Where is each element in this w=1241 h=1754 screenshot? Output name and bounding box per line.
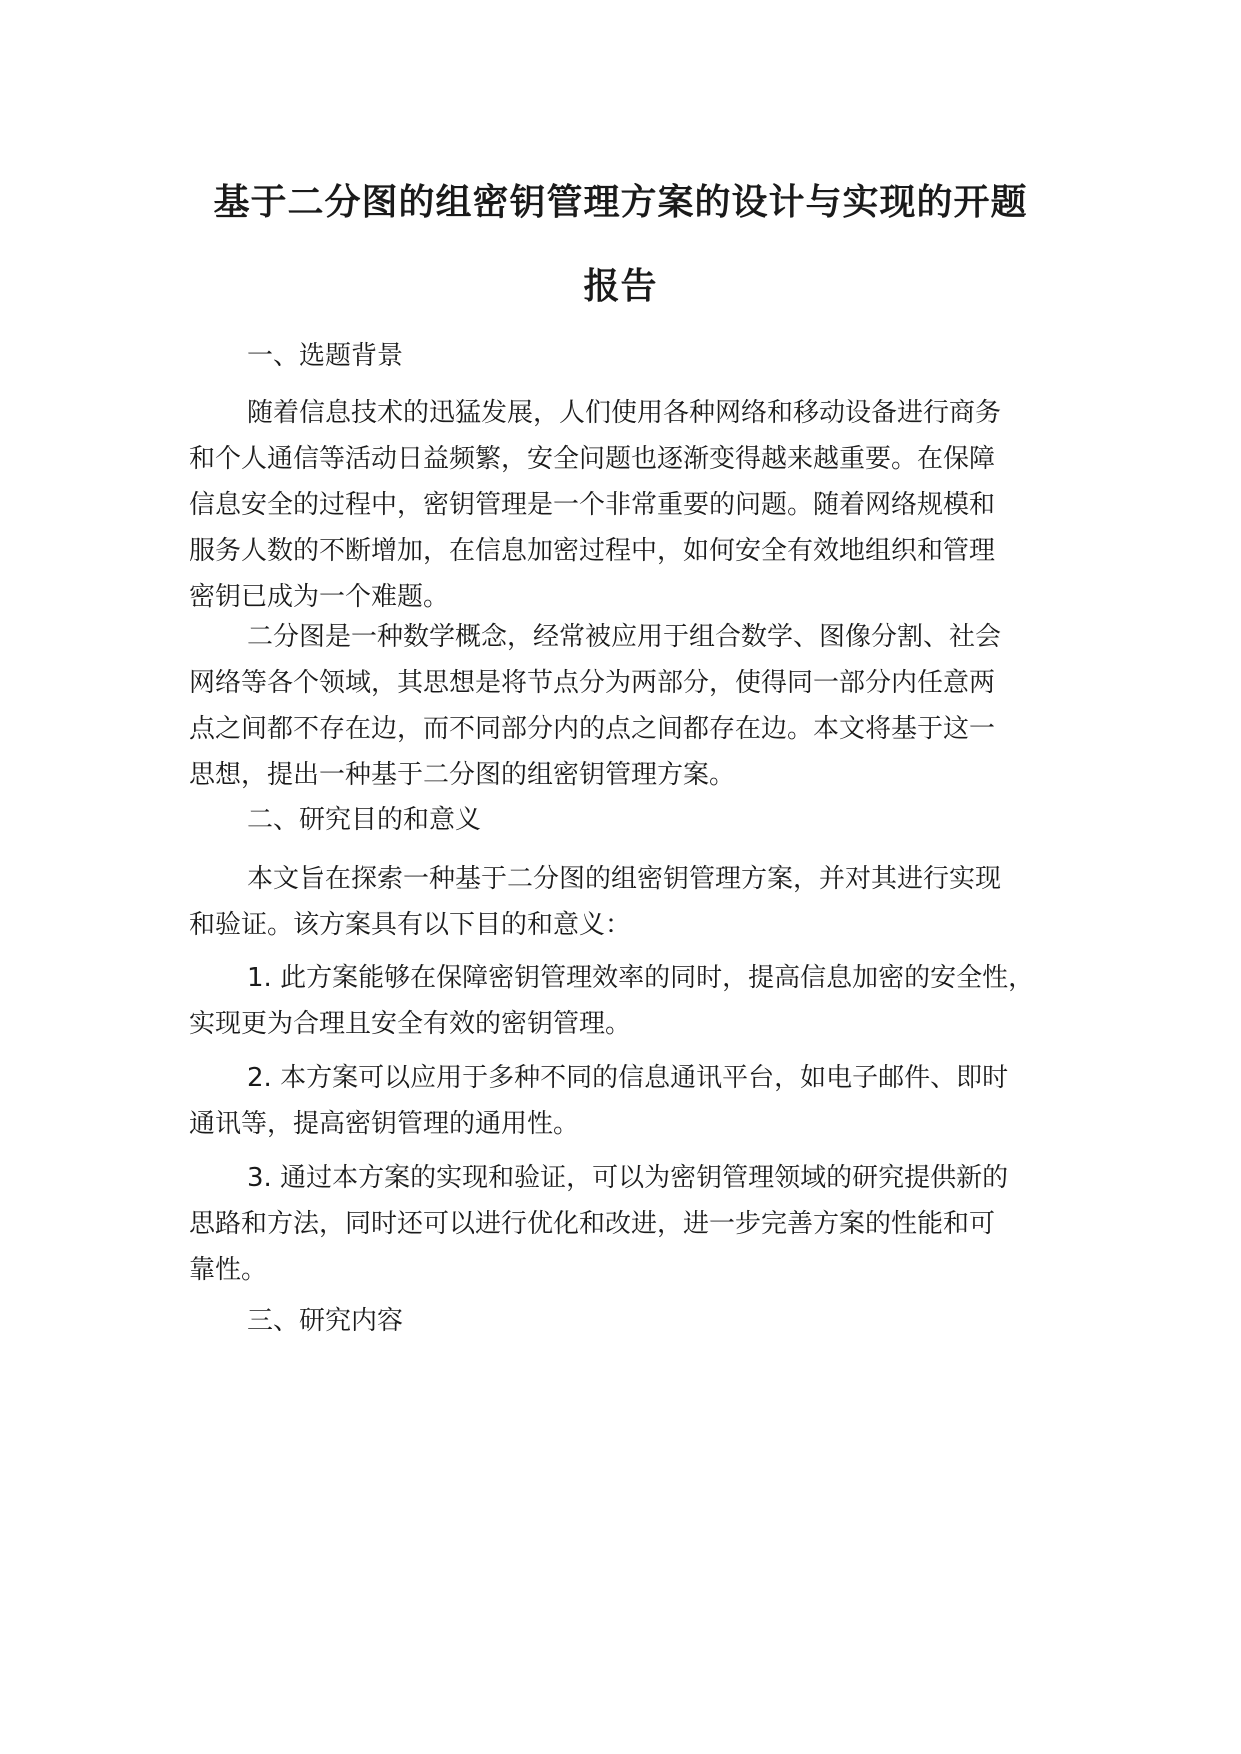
text-line: 密钥已成为一个难题。 [189, 582, 450, 612]
section-heading-background: 一、选题背景 [247, 341, 404, 371]
text-line: 2. 本方案可以应用于多种不同的信息通讯平台，如电子邮件、即时 [247, 1063, 1009, 1093]
text-line: 信息安全的过程中，密钥管理是一个非常重要的问题。随着网络规模和 [189, 490, 996, 520]
text-line: 二分图是一种数学概念，经常被应用于组合数学、图像分割、社会 [247, 622, 1002, 652]
section-heading-content: 三、研究内容 [247, 1306, 404, 1336]
section-heading-purpose: 二、研究目的和意义 [247, 805, 482, 835]
text-line: 服务人数的不断增加，在信息加密过程中，如何安全有效地组织和管理 [189, 536, 996, 566]
text-line: 靠性。 [189, 1255, 268, 1285]
text-line: 网络等各个领域，其思想是将节点分为两部分，使得同一部分内任意两 [189, 668, 996, 698]
text-line: 思路和方法，同时还可以进行优化和改进，进一步完善方案的性能和可 [189, 1209, 996, 1239]
text-line: 思想，提出一种基于二分图的组密钥管理方案。 [189, 760, 736, 790]
list-item-purpose-3 [189, 1155, 1089, 1293]
document-title-line-1: 基于二分图的组密钥管理方案的设计与实现的开题 [213, 182, 1028, 223]
list-item-purpose-1 [189, 955, 1089, 1047]
text-line: 点之间都不存在边，而不同部分内的点之间都存在边。本文将基于这一 [189, 714, 996, 744]
text-line: 本文旨在探索一种基于二分图的组密钥管理方案，并对其进行实现 [247, 864, 1002, 894]
text-line: 通讯等，提高密钥管理的通用性。 [189, 1109, 580, 1139]
list-item-purpose-2 [189, 1055, 1089, 1147]
paragraph-background-1 [189, 390, 1089, 620]
text-line: 和验证。该方案具有以下目的和意义： [189, 910, 632, 940]
paragraph-background-2 [189, 614, 1089, 798]
text-line: 和个人通信等活动日益频繁，安全问题也逐渐变得越来越重要。在保障 [189, 444, 996, 474]
text-line: 实现更为合理且安全有效的密钥管理。 [189, 1009, 632, 1039]
paragraph-purpose-intro [189, 856, 1089, 948]
text-line: 1. 此方案能够在保障密钥管理效率的同时，提高信息加密的安全性， [247, 963, 1035, 993]
text-line: 随着信息技术的迅猛发展，人们使用各种网络和移动设备进行商务 [247, 398, 1002, 428]
text-line: 3. 通过本方案的实现和验证，可以为密钥管理领域的研究提供新的 [247, 1163, 1009, 1193]
document-title-line-2: 报告 [583, 266, 658, 307]
